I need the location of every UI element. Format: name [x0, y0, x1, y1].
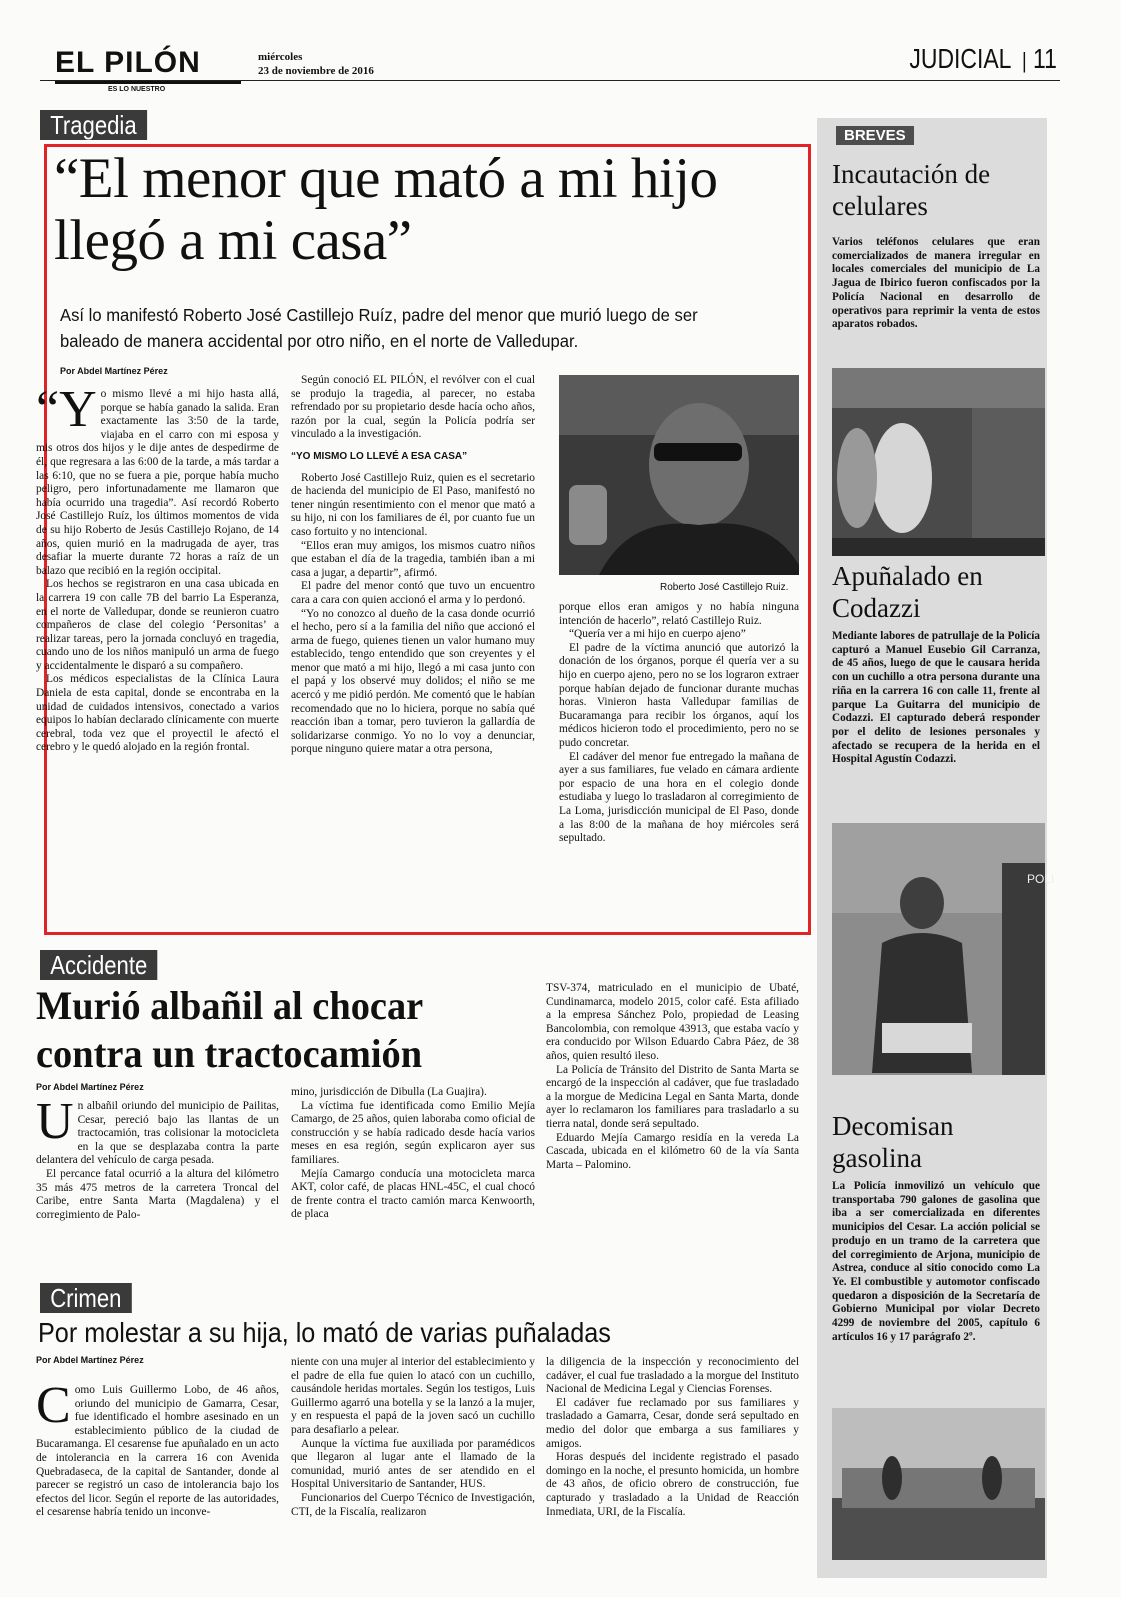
crime-byline: Por Abdel Martínez Pérez	[36, 1355, 144, 1365]
dropcap: “Y	[36, 381, 97, 438]
photo-fuel-illustration	[832, 1408, 1045, 1560]
section-name: JUDICIAL	[909, 43, 1011, 74]
accident-headline: Murió albañil al chocar contra un tractocamión	[36, 983, 423, 1076]
main-column-3	[559, 601, 799, 926]
paragraph: El padre de la víctima anunció que autorizó la donación de los órganos, porque él quería ver a su hijo en cuerpo ajeno, pero no se los lograron extraer porque habían dejado de funcionar durante muchas horas. Vinieron hasta Valledupar familias de Bucaramanga para recibir los órganos, aquí los médicos hicieron todo el procedimiento, pero no se pudo concretar.	[559, 641, 799, 749]
paragraph: la diligencia de la inspección y reconocimiento del cadáver, el cual fue trasladado a la morgue del Instituto Nacional de Medicina Legal y Ciencias Forenses.	[546, 1356, 799, 1396]
accident-column-1	[36, 1093, 279, 1248]
paragraph: niente con una mujer al interior del establecimiento y el padre de ella fue quien lo atacó con un cuchillo, causándole heridas mortales. Según los testigos, Luis Guillermo agarró una botella y se la lanzó a la mujer, y en respuesta el papá de la joven sacó un cuchillo para desafiarlo a pelear.	[291, 1356, 535, 1436]
page-number: 11	[1033, 43, 1057, 74]
breve-text: La Policía inmovilizó un vehículo que transportaba 790 galones de gasolina que iba a ser comercializada en diferentes municipios del Cesar. La acción policial se produjo en un tramo de la carretera que del corregimiento de Arjona, municipio de Astrea, conduce al sitio conocido como La Ye. El combustible y automotor confiscado quedaron a disposición de la Secretaría de Gobierno Municipal por violar Decreto 4299 de noviembre del 2005, capítulo 6 artículos 16 y 17 parágrafo 2º.	[832, 1180, 1040, 1343]
section-divider: |	[1017, 48, 1027, 73]
main-byline: Por Abdel Martínez Pérez	[60, 366, 168, 376]
dropcap: U	[36, 1093, 74, 1150]
paragraph: La Policía de Tránsito del Distrito de Santa Marta se encargó de la inspección al cadáver, que fue trasladado a la morgue de Medicina Legal en Santa Marta, donde ayer lo reclamaron los familiares para trasladarlo a su tierra natal, donde será sepultado.	[546, 1063, 799, 1130]
paragraph: Funcionarios del Cuerpo Técnico de Investigación, CTI, de la Fiscalía, realizaron	[291, 1491, 535, 1518]
main-deck: Así lo manifestó Roberto José Castillejo Ruíz, padre del menor que murió luego de ser baleado de manera accidental por otro niño, en el norte de Valledupar.	[60, 305, 698, 351]
tag-crimen: Crimen	[40, 1283, 132, 1313]
date-line	[258, 50, 374, 78]
breve-title: Apuñalado en Codazzi	[832, 561, 983, 623]
subhead: “YO MISMO LO LLEVÉ A ESA CASA”	[291, 450, 468, 462]
main-headline: “El menor que mató a mi hijo llegó a mi casa”	[54, 147, 718, 272]
paragraph: La víctima fue identificada como Emilio Mejía Camargo, de 25 años, quien laboraba como oficial de construcción y se había radicado desde hacía varios meses en esa región, según explicaron ayer sus familiares.	[291, 1099, 535, 1166]
crime-column-2	[291, 1356, 535, 1574]
breves-label: BREVES	[836, 126, 914, 145]
dropcap: C	[36, 1377, 71, 1434]
photo-fuel-seizure	[832, 1408, 1045, 1560]
paragraph: El cadáver del menor fue entregado la mañana de ayer a sus familiares, fue velado en cámara ardiente por espacio de una hora en el colegio donde estudiaba y luego lo trasladaron al corregimiento de La Loma, jurisdicción municipal de El Paso, donde a las 8:00 de la mañana de hoy miércoles será sepultado.	[559, 750, 799, 845]
paragraph: porque ellos eran amigos y no había ninguna intención de hacerlo”, relató Castillejo Ruiz.	[559, 601, 799, 627]
breve-title: Incautación de celulares	[832, 159, 991, 221]
paragraph: Horas después del incidente registrado el pasado domingo en la noche, el presunto homicida, un hombre de 43 años, de oficio obrero de construcción, fue capturado y trasladado a la Unidad de Reacción Inmediata, URI, de la Fiscalía.	[546, 1451, 799, 1518]
photo-phones-store	[832, 368, 1045, 556]
paragraph: Aunque la víctima fue auxiliada por paramédicos que llegaron al lugar ante el llamado de la comunidad, murió antes de ser atendido en el Hospital Universitario de Santander, HUS.	[291, 1437, 535, 1491]
paragraph: Roberto José Castillejo Ruiz, quien es el secretario de hacienda del municipio de El Paso, manifestó no tener ningún resentimiento con el menor que mató a su hijo, ni con los familiares de él, por cuanto fue un caso fortuito y no intencional.	[291, 471, 535, 538]
paragraph: Eduardo Mejía Camargo residía en la vereda La Cascada, ubicada en el kilómetro 60 de la vía Santa Marta – Palomino.	[546, 1131, 799, 1171]
portrait-photo	[559, 375, 799, 575]
crime-column-3	[546, 1356, 799, 1574]
newspaper-logo: EL PILÓN	[55, 46, 201, 79]
accident-byline: Por Abdel Martínez Pérez	[36, 1082, 144, 1092]
paragraph: “Quería ver a mi hijo en cuerpo ajeno”	[569, 628, 746, 641]
main-column-2	[291, 374, 535, 924]
photo-detainee	[832, 823, 1055, 1075]
accident-column-2	[291, 1086, 535, 1248]
section-header	[909, 42, 1057, 78]
breve-text: Varios teléfonos celulares que eran comercializados de manera irregular en locales comerciales del municipio de La Jagua de Ibirico fueron confiscados por la Policía Nacional en desarrollo de operativos para reprimir la venta de estos aparatos robados.	[832, 236, 1040, 331]
paragraph: Los médicos especialistas de la Clínica Laura Daniela de esta capital, donde se encontraba en la unidad de cuidados intensivos, conectado a varios equipos lo habían declarado clínicamente con muerte cerebral, toda vez que el proyectil le afectó el cerebro y le quedó alojado en la región frontal.	[36, 673, 279, 754]
newspaper-tagline: ES LO NUESTRO	[108, 86, 166, 93]
crime-headline: Por molestar a su hija, lo mató de varias puñaladas	[38, 1317, 611, 1348]
paragraph: “Ellos eran muy amigos, los mismos cuatro niños que estaban el día de la tragedia, también iban a mi casa a jugar, a departir”, afirmó.	[291, 539, 535, 579]
header-rule	[40, 80, 1060, 81]
photo-detainee-illustration	[832, 823, 1055, 1075]
accident-column-3	[546, 982, 799, 1248]
photo-phones-illustration	[832, 368, 1045, 556]
portrait-illustration	[559, 375, 799, 575]
main-column-1	[36, 381, 279, 923]
tag-tragedia: Tragedia	[40, 110, 147, 140]
paragraph: Los hechos se registraron en una casa ubicada en la carrera 19 con calle 7B del barrio La Esperanza, en el norte de Valledupar, donde se reunieron cuatro compañeros de clase del colegio ‘Personitas’ a realizar tareas, pero la jornada concluyó en tragedia, cuando uno de los niños manipuló un arma de fuego y accidentalmente le disparó a su compañero.	[36, 578, 279, 672]
date-full: 23 de noviembre de 2016	[258, 65, 374, 77]
breve-title: Decomisan gasolina	[832, 1111, 954, 1173]
photo-detainee-vest-text: POLI	[1027, 872, 1055, 886]
paragraph: omo Luis Guillermo Lobo, de 46 años, oriundo del municipio de Gamarra, Cesar, fue identificado el hombre asesinado en un establecimiento público de la ciudad de Bucaramanga. El cesarense fue apuñalado en un acto de intolerancia en la carrera 16 con Avenida Quebradaseca, de la capital de Santander, donde al parecer se registró un caso de intolerancia bajo los efectos del licor. Según el reporte de las autoridades, el cesarense habría tenido un inconve-	[36, 1384, 279, 1519]
paragraph: El percance fatal ocurrió a la altura del kilómetro 35 más 475 metros de la carretera Troncal del Caribe, entre Santa Marta (Magdalena) y el corregimiento de Palo-	[36, 1167, 279, 1221]
photo-caption: Roberto José Castillejo Ruiz.	[660, 582, 789, 593]
paragraph: Según conoció EL PILÓN, el revólver con el cual se produjo la tragedia, al parecer, no estaba refrendado por su propietario desde hacía ocho años, razón por la cual, según la Policía podría ser vinculado a la investigación.	[291, 374, 535, 441]
paragraph: n albañil oriundo del municipio de Pailitas, Cesar, pereció bajo las llantas de un tractocamión, tras colisionar la motocicleta en la que se desplazaba contra la parte delantera del vehículo de carga pesada.	[36, 1100, 279, 1167]
crime-column-1	[36, 1377, 279, 1574]
breve-text: Mediante labores de patrullaje de la Policía capturó a Manuel Eusebio Gil Carranza, de 45 años, luego de que le causara herida con un cuchillo a otra persona durante una riña en la carrera 16 con calle 11, frente al parque La Guitarra del municipio de Codazzi. El capturado deberá responder por el delito de lesiones personales y afectado se recupera de la herida en el Hospital Agustín Codazzi.	[832, 630, 1040, 766]
paragraph: Mejía Camargo conducía una motocicleta marca AKT, color café, de placas HNL-45C, el cual chocó de frente contra el tracto camión marca Kenwoorth, de placa	[291, 1167, 535, 1221]
paragraph: o mismo llevé a mi hijo hasta allá, porque se había ganado la salida. Eran exactamente las 3:50 de la tarde, viajaba en el carro con mi esposa y mis otros dos hijos y le dije antes de despedirme de él, que regresara a las 6:00 de la tarde, a más tardar a las 6:10, que no se fuera a pie, porque había mucho peligro, pero infortunadamente me llamaron que había ocurrido una tragedia”. Así recordó Roberto José Castillejo Ruíz, los últimos momentos de vida de su hijo Roberto de Jesús Castillejo Rojano, de 14 años, quien murió en la madrugada de ayer, tras desafiar la muerte durante 72 horas a raíz de un balazo que recibió en la región occipital.	[36, 388, 279, 577]
tag-accidente: Accidente	[40, 950, 157, 980]
date-weekday: miércoles	[258, 51, 303, 63]
paragraph: El cadáver fue reclamado por sus familiares y trasladado a Gamarra, Cesar, donde será sepultado en medio del dolor que embarga a sus familiares y amigos.	[546, 1396, 799, 1450]
paragraph: mino, jurisdicción de Dibulla (La Guajira).	[291, 1086, 487, 1098]
paragraph: El padre del menor contó que tuvo un encuentro cara a cara con quien accionó el arma y lo perdonó.	[291, 580, 535, 606]
paragraph: “Yo no conozco al dueño de la casa donde ocurrió el hecho, pero sí a la familia del niño que accionó el arma de fuego, quienes tienen un valor humano muy establecido, tengo entendido que son creyentes y el menor que mató a mi hijo, llegó a mi casa junto con el papá y los observé muy dolidos; el niño se me acercó y me pidió perdón. Me comentó que le habían recomendado que no lo hiciera, porque no sabía qué reacción iban a tomar, pero tuvieron la gallardía de solidarizarse conmigo. Yo no lo voy a denunciar, porque ninguno quiere matar a otra persona,	[291, 607, 535, 756]
paragraph: TSV-374, matriculado en el municipio de Ubaté, Cundinamarca, modelo 2015, color café. Esta afiliado a la empresa Sánchez Polo, propiedad de Leasing Bancolombia, con remolque 43913, que estaba vacío y era conducido por Wilson Eduardo Cabra Páez, de 38 años, quien resultó ileso.	[546, 982, 799, 1062]
